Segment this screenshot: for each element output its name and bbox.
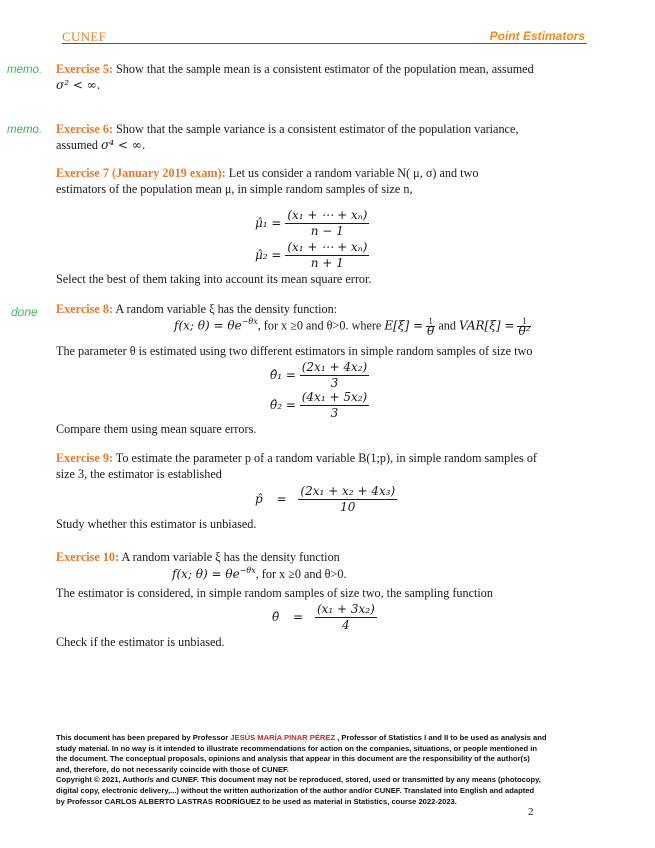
exercise-10-title: Exercise 10: bbox=[56, 550, 120, 564]
theta-hat-equals: = bbox=[293, 610, 304, 624]
exercise-8-text-3: Compare them using mean square errors. bbox=[56, 422, 257, 436]
mu2-denominator: n + 1 bbox=[310, 256, 344, 270]
theta2-denominator: 3 bbox=[330, 406, 339, 420]
mu2-numerator: (x₁ + ⋯ + xₙ) bbox=[287, 240, 368, 254]
ex8-density: f(x; θ) = θe bbox=[174, 318, 242, 333]
theta2-lhs: θ̂₂ = bbox=[270, 398, 296, 412]
header-left-title: CUNEF bbox=[62, 29, 107, 44]
theta2-equation bbox=[270, 390, 369, 421]
ex8-density-exponent: −θx bbox=[241, 317, 258, 327]
theta-hat-lhs: θ̂ bbox=[272, 610, 280, 624]
p-denominator: 10 bbox=[340, 500, 356, 514]
exercise-8-text: A random variable ξ has the density function: bbox=[115, 302, 338, 316]
theta2-numerator: (4x₁ + 5x₂) bbox=[301, 390, 368, 404]
footer-line-1a: This document has been prepared by Professor bbox=[56, 733, 229, 742]
header-right-title: Point Estimators bbox=[489, 29, 585, 43]
p-lhs: p̂ bbox=[255, 492, 263, 506]
ex10-density-exponent: −θx bbox=[239, 566, 256, 575]
theta-hat-fraction bbox=[315, 602, 377, 633]
p-numerator: (2x₁ + x₂ + 4x₃) bbox=[300, 484, 396, 498]
exercise-6-condition: σ⁴ < ∞. bbox=[101, 138, 146, 152]
p-fraction bbox=[298, 484, 397, 515]
exercise-6-text: Show that the sample variance is a consistent estimator of the population variance, bbox=[116, 122, 519, 136]
exercise-7-text-3: Select the best of them taking into account its mean square error. bbox=[56, 272, 372, 286]
footer-line-1 bbox=[56, 733, 596, 744]
theta1-fraction bbox=[300, 360, 369, 391]
theta-hat-denominator: 4 bbox=[342, 618, 350, 632]
ex8-condition: , for x ≥0 and θ>0. where bbox=[257, 318, 382, 333]
mu1-equation bbox=[255, 208, 369, 239]
mu1-denominator: n − 1 bbox=[310, 224, 344, 238]
exercise-10-text: A random variable ξ has the density function bbox=[121, 550, 340, 564]
exercise-9-text-3: Study whether this estimator is unbiased. bbox=[56, 517, 257, 531]
exercise-8 bbox=[56, 301, 576, 317]
ex8-var-den: θ² bbox=[518, 324, 531, 338]
theta1-lhs: θ̂₁ = bbox=[270, 368, 296, 382]
ex8-expectation: E[ξ] = bbox=[384, 318, 423, 333]
footer-line-4: and, therefore, do not necessarily coincide with those of CUNEF. bbox=[56, 764, 289, 774]
exercise-9-title: Exercise 9: bbox=[56, 451, 113, 465]
mu2-lhs: μ̂₂ = bbox=[255, 248, 282, 262]
exercise-10-text-2: The estimator is considered, in simple random samples of size two, the sampling function bbox=[56, 586, 493, 600]
ex8-e-num: 1 bbox=[426, 317, 435, 327]
exercise-9-text: To estimate the parameter p of a random variable B(1;p), in simple random samples of bbox=[115, 451, 537, 465]
theta-hat-numerator: (x₁ + 3x₂) bbox=[316, 602, 375, 616]
ex8-var-num: 1 bbox=[517, 317, 531, 327]
exercise-7-text-2: estimators of the population mean μ, in simple random samples of size n, bbox=[56, 182, 413, 196]
ex8-var-fraction bbox=[517, 317, 531, 336]
mu1-lhs: μ̂₁ = bbox=[255, 216, 282, 230]
footer-line-1b: , Professor of Statistics I and II to be used as analysis and bbox=[337, 733, 547, 742]
exercise-8-title: Exercise 8: bbox=[56, 302, 113, 316]
theta2-fraction bbox=[300, 390, 369, 421]
ex8-and: and bbox=[438, 318, 456, 333]
exercise-5-text: Show that the sample mean is a consistent estimator of the population mean, assumed bbox=[116, 62, 534, 76]
exercise-5-title: Exercise 5: bbox=[56, 62, 113, 76]
page-number: 2 bbox=[528, 806, 534, 818]
exercise-6 bbox=[56, 121, 576, 153]
mu2-equation bbox=[255, 240, 369, 271]
exercise-5-condition: σ² < ∞. bbox=[56, 78, 101, 92]
ex10-condition: , for x ≥0 and θ>0. bbox=[255, 567, 347, 582]
mu2-fraction bbox=[285, 240, 369, 271]
footer-author-name: JESÚS MARÍA PINAR PÉREZ bbox=[230, 733, 336, 742]
theta1-equation bbox=[270, 360, 369, 391]
footer-line-3: the document. The conceptual proposals, opinions and analysis that appear in this document are the responsibility of the author(s) bbox=[56, 754, 530, 764]
p-equals: = bbox=[276, 492, 287, 506]
theta-hat-equation bbox=[272, 602, 377, 633]
memo-note-ex6: memo. bbox=[7, 124, 43, 136]
footer-disclaimer bbox=[56, 733, 596, 807]
exercise-7 bbox=[56, 165, 576, 197]
exercise-9 bbox=[56, 450, 576, 482]
header-rule bbox=[62, 43, 587, 44]
mu1-fraction bbox=[285, 208, 369, 239]
p-equation bbox=[255, 484, 397, 515]
memo-note-ex5: memo. bbox=[7, 64, 43, 76]
mu1-numerator: (x₁ + ⋯ + xₙ) bbox=[287, 208, 368, 222]
exercise-7-title: Exercise 7 (January 2019 exam): bbox=[56, 166, 226, 180]
exercise-6-title: Exercise 6: bbox=[56, 122, 113, 136]
exercise-9-text-2: size 3, the estimator is established bbox=[56, 467, 222, 481]
done-note-ex8: done bbox=[11, 305, 38, 319]
footer-line-6: digital copy, electronic delivery,...) without the written authorization of the author and/or CUNEF. Translated into English and adapted bbox=[56, 785, 535, 795]
ex8-e-fraction bbox=[426, 317, 435, 336]
footer-line-5: Copyright © 2021, Author/s and CUNEF. This document may not be reproduced, stored, used or transmitted by any means (photocopy, bbox=[56, 775, 541, 785]
ex10-density: f(x; θ) = θe bbox=[172, 567, 240, 582]
exercise-10-text-3: Check if the estimator is unbiased. bbox=[56, 635, 225, 649]
footer-line-2: study material. In no way is it intended to illustrate recommendations for action on the companies, situations, or people mentioned in bbox=[56, 743, 538, 753]
ex8-e-den: θ bbox=[427, 324, 435, 338]
exercise-10 bbox=[56, 549, 576, 565]
theta1-denominator: 3 bbox=[330, 376, 339, 390]
exercise-8-text-2: The parameter θ is estimated using two different estimators in simple random samples of size two bbox=[56, 344, 533, 358]
exercise-5 bbox=[56, 61, 576, 93]
ex10-density-line bbox=[172, 566, 347, 582]
exercise-7-text: Let us consider a random variable N( μ, σ) and two bbox=[228, 166, 479, 180]
footer-line-7: by Professor CARLOS ALBERTO LASTRAS RODRÍGUEZ to be used as material in Statistics, course 2022-2023. bbox=[56, 796, 457, 806]
ex8-variance: VAR[ξ] = bbox=[458, 318, 515, 333]
theta1-numerator: (2x₁ + 4x₂) bbox=[301, 360, 368, 374]
exercise-6-text-2: assumed bbox=[56, 138, 98, 152]
ex8-density-line bbox=[174, 317, 531, 336]
